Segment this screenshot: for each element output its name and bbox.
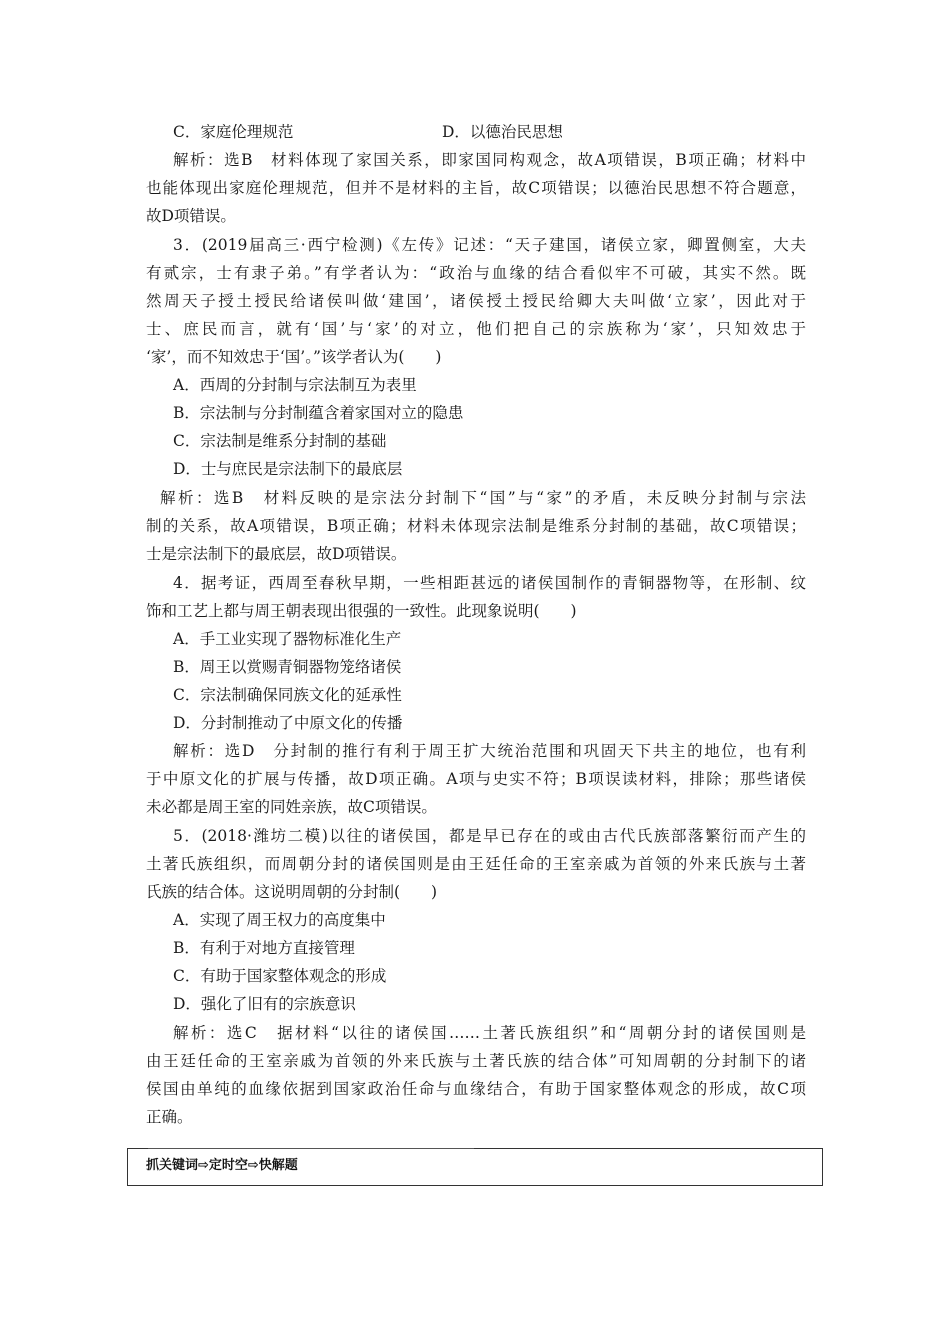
q4-stem-line: 4．据考证，西周至春秋早期，一些相距甚远的诸侯国制作的青铜器物等，在形制、纹 xyxy=(173,574,806,592)
q5-analysis-line: 侯国由单纯的血缘依据到国家政治任命与血缘结合，有助于国家整体观念的形成，故C项 xyxy=(146,1080,806,1098)
q2-option-c: C．家庭伦理规范 xyxy=(173,123,294,141)
q3-option: D．士与庶民是宗法制下的最底层 xyxy=(173,460,403,478)
q4-analysis-line: 解析：选D 分封制的推行有利于周王扩大统治范围和巩固天下共主的地位，也有利 xyxy=(173,742,806,760)
q5-analysis-line: 解析：选C 据材料“以往的诸侯国……土著氏族组织”和“周朝分封的诸侯国则是 xyxy=(173,1024,806,1042)
q4-option: D．分封制推动了中原文化的传播 xyxy=(173,714,403,732)
q2-analysis-line: 也能体现出家庭伦理规范，但并不是材料的主旨，故C项错误；以德治民思想不符合题意， xyxy=(146,179,806,197)
q5-option: D．强化了旧有的宗族意识 xyxy=(173,995,356,1013)
q3-stem-line: 有贰宗，士有隶子弟。”有学者认为：“政治与血缘的结合看似牢不可破，其实不然。既 xyxy=(146,264,806,282)
q2-analysis-line: 解析：选B 材料体现了家国关系，即家国同构观念，故A项错误，B项正确；材料中 xyxy=(173,151,806,169)
q5-analysis-line: 正确。 xyxy=(146,1108,193,1126)
q5-stem-line: 土著氏族组织，而周朝分封的诸侯国则是由王廷任命的王室亲戚为首领的外来氏族与土著 xyxy=(146,855,806,873)
q4-option: A．手工业实现了器物标准化生产 xyxy=(173,630,402,648)
q4-option: C．宗法制确保同族文化的延承性 xyxy=(173,686,402,704)
q5-option: C．有助于国家整体观念的形成 xyxy=(173,967,387,985)
q3-analysis-line: 士是宗法制下的最底层，故D项错误。 xyxy=(146,545,407,563)
q5-stem-line: 氏族的结合体。这说明周朝的分封制( ) xyxy=(146,883,438,901)
q5-analysis-line: 由王廷任命的王室亲戚为首领的外来氏族与土著氏族的结合体”可知周朝的分封制下的诸 xyxy=(146,1052,806,1070)
banner-divider xyxy=(148,1148,474,1149)
q3-analysis-line: 解析：选B 材料反映的是宗法分封制下“国”与“家”的矛盾，未反映分封制与宗法 xyxy=(160,489,806,507)
q4-option: B．周王以赏赐青铜器物笼络诸侯 xyxy=(173,658,402,676)
q2-analysis-line: 故D项错误。 xyxy=(146,207,236,225)
banner-label: 抓关键词⇨定时空⇨快解题 xyxy=(146,1158,298,1173)
q5-stem-line: 5．(2018·潍坊二模)以往的诸侯国，都是早已存在的或由古代氏族部落繁衍而产生的 xyxy=(173,827,806,845)
q3-option: B．宗法制与分封制蕴含着家国对立的隐患 xyxy=(173,404,464,422)
q2-option-d: D．以德治民思想 xyxy=(442,123,563,141)
q5-option: A．实现了周王权力的高度集中 xyxy=(173,911,386,929)
q3-stem-line: 士、庶民而言，就有‘国’与‘家’的对立，他们把自己的宗族称为‘家’，只知效忠于 xyxy=(146,320,806,338)
q3-option: C．宗法制是维系分封制的基础 xyxy=(173,432,387,450)
q4-analysis-line: 未必都是周王室的同姓亲族，故C项错误。 xyxy=(146,798,437,816)
q4-stem-line: 饰和工艺上都与周王朝表现出很强的一致性。此现象说明( ) xyxy=(146,602,577,620)
q3-stem-line: 3．(2019届高三·西宁检测)《左传》记述：“天子建国，诸侯立家，卿置侧室，大夫 xyxy=(173,236,806,254)
q4-analysis-line: 于中原文化的扩展与传播，故D项正确。A项与史实不符；B项误读材料，排除；那些诸侯 xyxy=(146,770,806,788)
q5-option: B．有利于对地方直接管理 xyxy=(173,939,355,957)
q3-option: A．西周的分封制与宗法制互为表里 xyxy=(173,376,417,394)
q3-analysis-line: 制的关系，故A项错误，B项正确；材料未体现宗法制是维系分封制的基础，故C项错误； xyxy=(146,517,806,535)
q3-stem-line: 然周天子授土授民给诸侯叫做‘建国’，诸侯授土授民给卿大夫叫做‘立家’，因此对于 xyxy=(146,292,806,310)
q3-stem-line: ‘家’，而不知效忠于‘国’。”该学者认为( ) xyxy=(146,348,442,366)
